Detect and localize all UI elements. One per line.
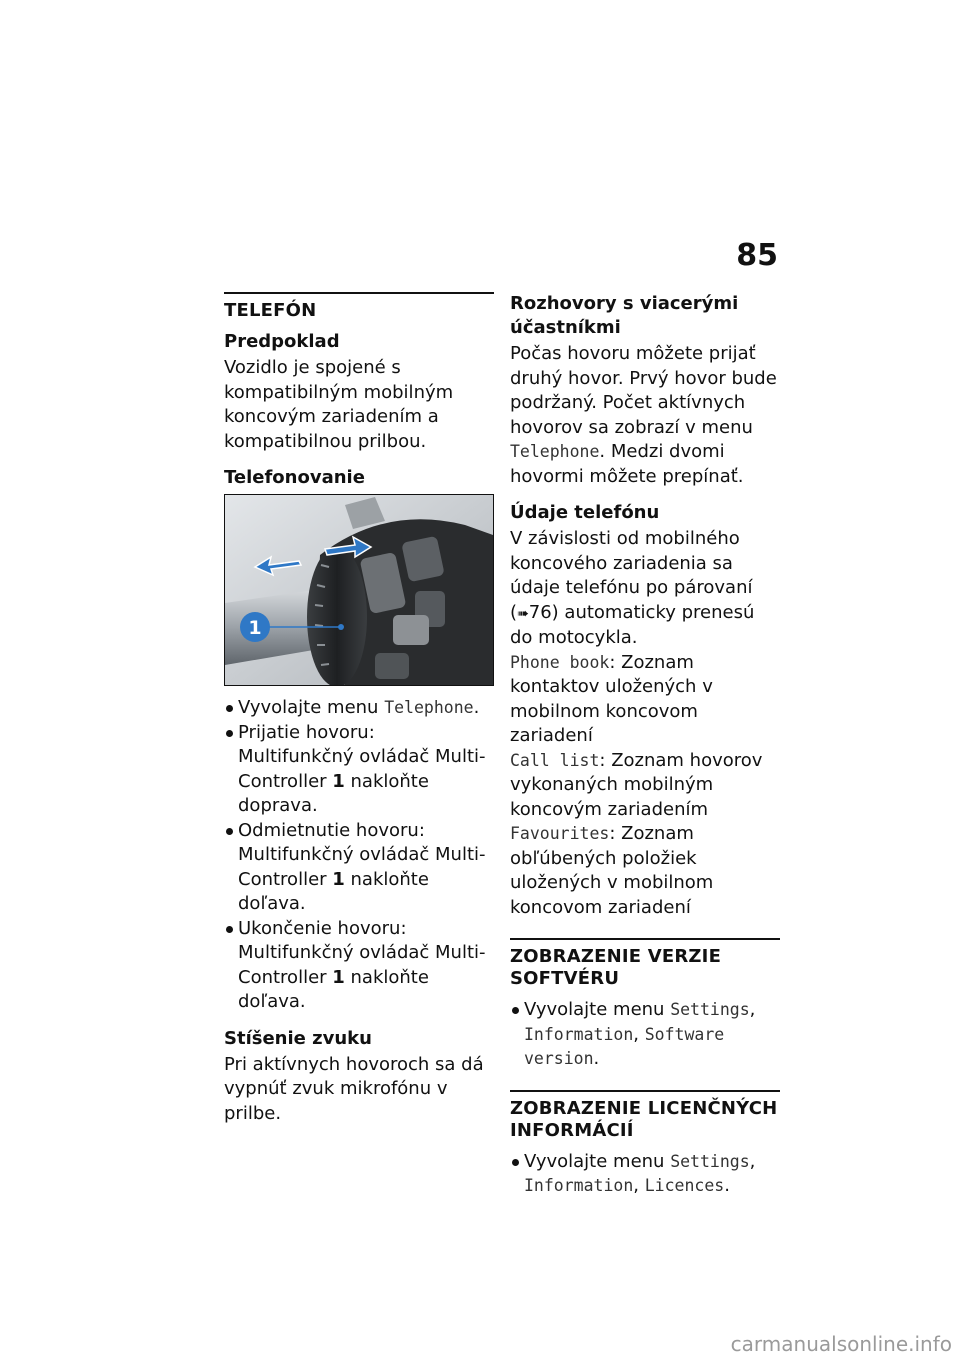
right-column: [510, 292, 780, 1199]
section-rule: [510, 938, 780, 940]
telephony-steps: [224, 696, 494, 1015]
list-item: Odmietnutie hovoru: Multifunkčný ovládač Multi-Controller 1 nakloňte doľava.: [224, 819, 494, 917]
section-rule: [224, 292, 494, 294]
section-rule: [510, 1090, 780, 1092]
mute-text: Pri aktívnych hovoroch sa dá vypnúť zvuk mikrofónu v prilbe.: [224, 1053, 484, 1124]
list-item: Ukončenie hovoru: Multifunkčný ovládač Multi-Controller 1 nakloňte doľava.: [224, 917, 494, 1015]
watermark: carmanualsonline.info: [730, 1332, 952, 1356]
precondition-text: Vozidlo je spojené s kompatibilným mobilným koncovým zariadením a kompatibilnou prilbou.: [224, 357, 454, 452]
menu-name: Telephone: [384, 698, 474, 717]
menu-name: Telephone: [510, 442, 600, 461]
mute-title: Stíšenie zvuku: [224, 1027, 372, 1049]
multi-party-title: Rozhovory s viacerými účastníkmi: [510, 293, 739, 338]
list-item: Vyvolajte menu Telephone.: [224, 696, 494, 721]
multi-party-text: Počas hovoru môžete prijať druhý hovor. Prvý hovor bude podržaný. Počet aktívnych hovorov sa zobrazí v menu Telephone. Medzi dvomi hovormi môžete prepínať.: [510, 343, 777, 487]
phone-data-text: V závislosti od mobilného koncového zariadenia sa údaje telefónu po párovaní (➠76) automaticky prenesú do motocykla.: [510, 528, 755, 648]
phone-data-title: Údaje telefónu: [510, 502, 660, 523]
calllist-entry: Call list: Zoznam hovorov vykonaných mobilným koncovým zariadením: [510, 749, 763, 820]
list-item: Prijatie hovoru: Multifunkčný ovládač Multi-Controller 1 nakloňte doprava.: [224, 721, 494, 819]
handlebar-controller-photo: [224, 494, 494, 686]
list-item: Vyvolajte menu Settings, Information, Software version.: [510, 998, 780, 1072]
section-title-software-version: ZOBRAZENIE VERZIE SOFTVÉRU: [510, 946, 722, 989]
software-steps: [510, 998, 780, 1072]
telephony-title: Telefonovanie: [224, 467, 365, 488]
page-reference[interactable]: 76: [528, 601, 552, 623]
section-title-licences: ZOBRAZENIE LICENČNÝCH INFORMÁCIÍ: [510, 1097, 778, 1141]
callout-number: 1: [248, 617, 262, 639]
phonebook-entry: Phone book: Zoznam kontaktov uložených v mobilnom koncovom zariadení: [510, 651, 713, 746]
licence-steps: [510, 1150, 780, 1199]
handlebar-illustration: [225, 495, 493, 685]
list-item: Vyvolajte menu Settings, Information, Licences.: [510, 1150, 780, 1199]
section-title-telephone: TELEFÓN: [224, 300, 317, 321]
left-column: [224, 292, 494, 1126]
page-number: 85: [736, 238, 778, 273]
page-reference-arrow-icon: ➠: [517, 605, 529, 622]
precondition-title: Predpoklad: [224, 331, 340, 352]
favourites-entry: Favourites: Zoznam obľúbených položiek uložených v mobilnom koncovom zariadení: [510, 823, 714, 918]
